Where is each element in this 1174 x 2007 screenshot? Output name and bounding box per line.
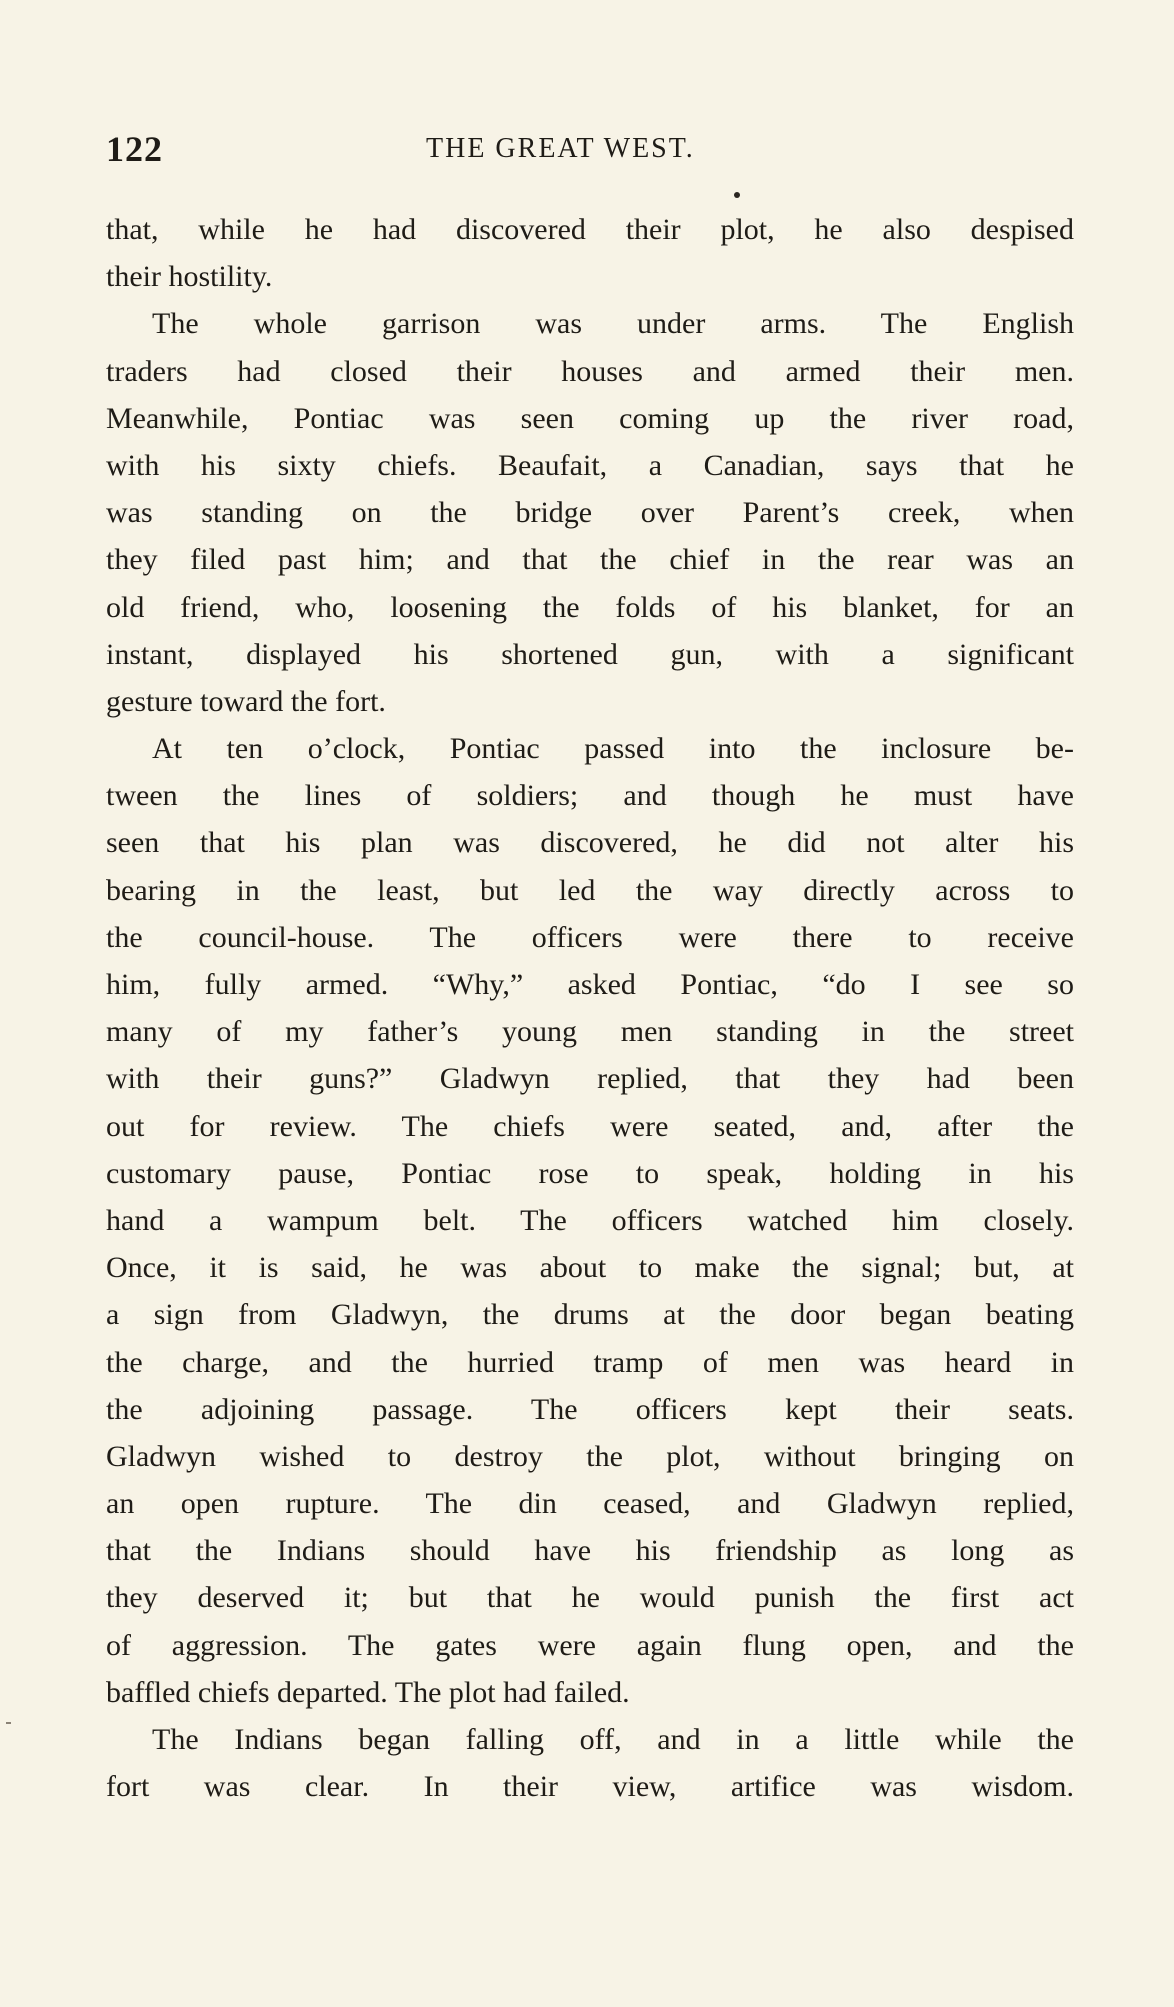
margin-mark — [6, 1722, 11, 1724]
text-line: a sign from Gladwyn, the drums at the door began beating — [106, 1298, 1074, 1332]
text-line: bearing in the least, but led the way directly across to — [106, 873, 1074, 907]
text-line: tween the lines of soldiers; and though he must have — [106, 779, 1074, 813]
page-header — [106, 128, 1072, 176]
text-line: many of my father’s young men standing in the street — [106, 1015, 1074, 1049]
text-line: they filed past him; and that the chief in the rear was an — [106, 543, 1074, 577]
text-line: Gladwyn wished to destroy the plot, without bringing on — [106, 1439, 1074, 1473]
text-line: instant, displayed his shortened gun, with a significant — [106, 637, 1074, 671]
body-text — [106, 206, 1074, 1810]
text-line: customary pause, Pontiac rose to speak, holding in his — [106, 1156, 1074, 1190]
text-line: The Indians began falling off, and in a little while the — [152, 1723, 1074, 1756]
text-line: fort was clear. In their view, artifice was wisdom. — [106, 1770, 1074, 1804]
text-line: Once, it is said, he was about to make the signal; but, at — [106, 1251, 1074, 1285]
text-line: with his sixty chiefs. Beaufait, a Canadian, says that he — [106, 448, 1074, 482]
text-line: the adjoining passage. The officers kept their seats. — [106, 1392, 1074, 1426]
text-line: traders had closed their houses and armed their men. — [106, 354, 1074, 388]
text-line: out for review. The chiefs were seated, and, after the — [106, 1109, 1074, 1143]
text-line: that, while he had discovered their plot, he also despised — [106, 213, 1074, 246]
text-line: Meanwhile, Pontiac was seen coming up the river road, — [106, 401, 1074, 435]
text-line: old friend, who, loosening the folds of his blanket, for an — [106, 590, 1074, 624]
text-line: with their guns?” Gladwyn replied, that they had been — [106, 1062, 1074, 1096]
text-line: baffled chiefs departed. The plot had failed. — [106, 1675, 630, 1709]
ink-speck — [734, 192, 740, 198]
text-line: gesture toward the fort. — [106, 684, 386, 718]
text-line: the council-house. The officers were there to receive — [106, 920, 1074, 954]
page-number: 122 — [106, 129, 163, 169]
text-line: that the Indians should have his friendship as long as — [106, 1534, 1074, 1568]
text-line: was standing on the bridge over Parent’s creek, when — [106, 496, 1074, 530]
text-line: they deserved it; but that he would punish the first act — [106, 1581, 1074, 1615]
text-line: hand a wampum belt. The officers watched him closely. — [106, 1203, 1074, 1237]
text-line: The whole garrison was under arms. The English — [152, 307, 1074, 341]
text-line: an open rupture. The din ceased, and Gladwyn replied, — [106, 1487, 1074, 1521]
running-title: THE GREAT WEST. — [426, 133, 695, 164]
text-line: their hostility. — [106, 260, 273, 294]
text-line: him, fully armed. “Why,” asked Pontiac, “do I see so — [106, 968, 1074, 1001]
text-line: the charge, and the hurried tramp of men was heard in — [106, 1345, 1074, 1379]
text-line: seen that his plan was discovered, he did not alter his — [106, 826, 1074, 860]
text-line: of aggression. The gates were again flung open, and the — [106, 1628, 1074, 1662]
text-line: At ten o’clock, Pontiac passed into the inclosure be- — [152, 732, 1074, 766]
